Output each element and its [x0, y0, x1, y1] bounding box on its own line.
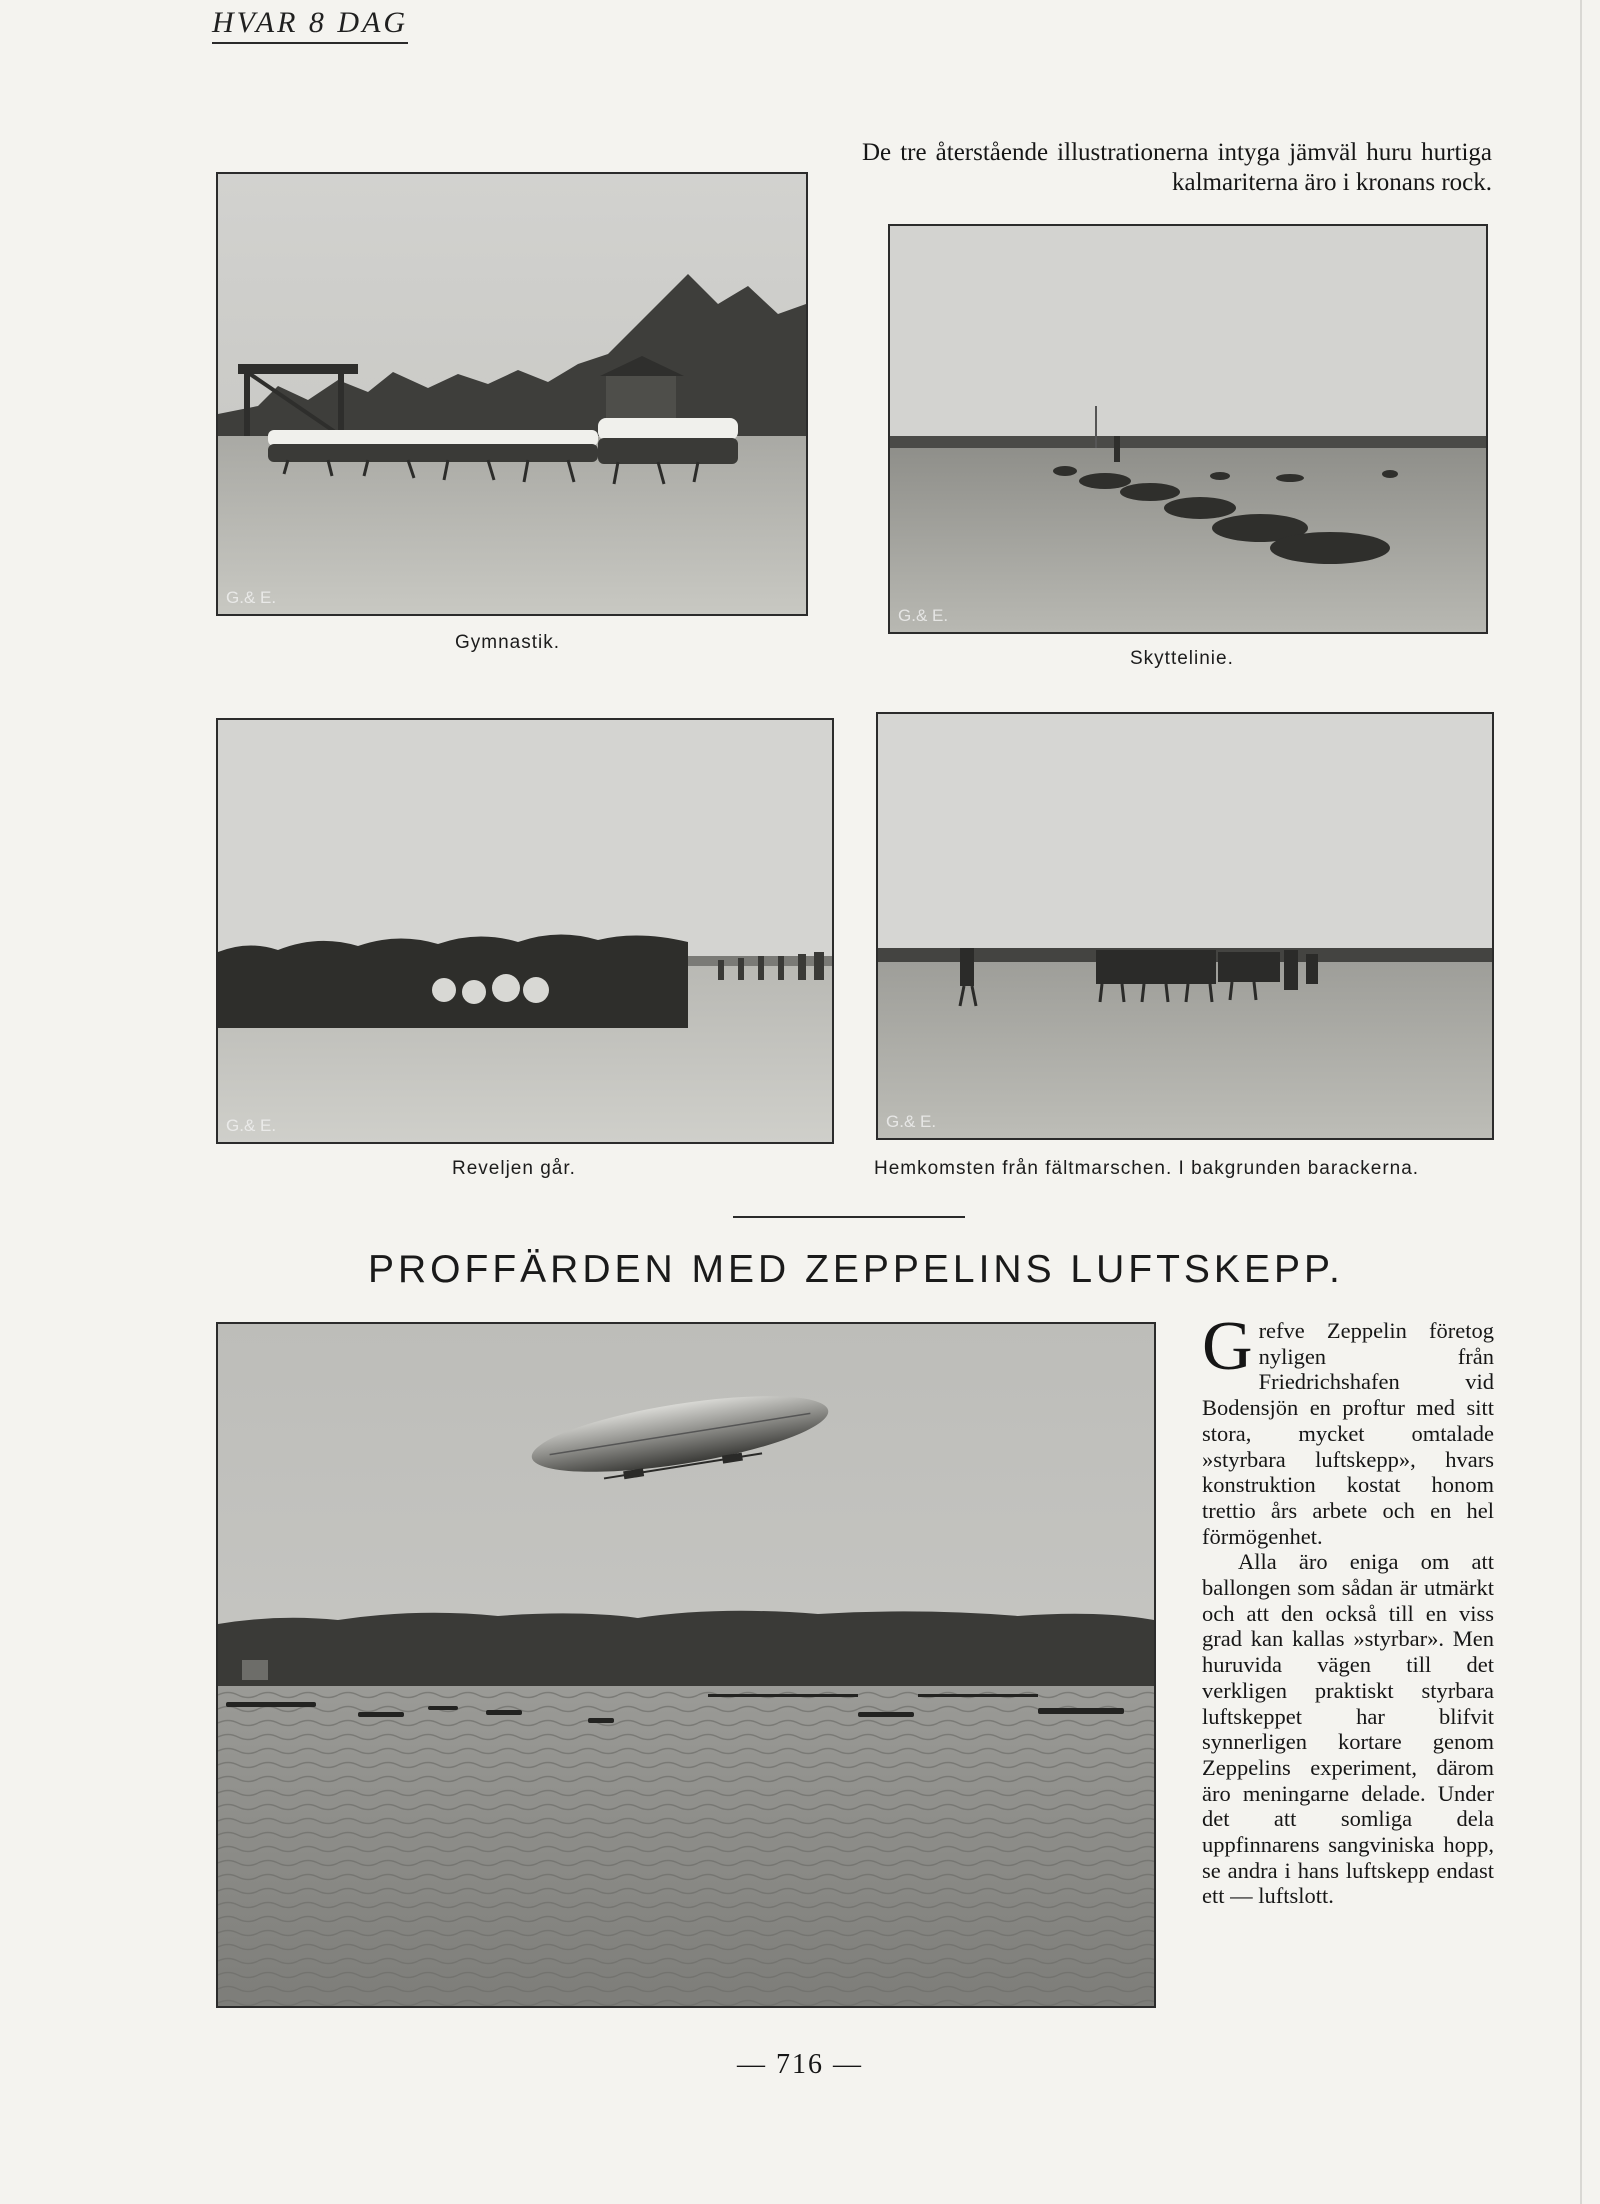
page-number: — 716 — — [737, 2049, 863, 2080]
photo-gymnastik — [216, 172, 808, 616]
intro-text: De tre återstående illustrationerna intyga jämväl huru hurtiga kalmariterna äro i kronans rock. — [862, 139, 1492, 196]
article-headline: PROFFÄRDEN MED ZEPPELINS LUFTSKEPP. — [368, 1248, 1344, 1291]
article-paragraph-1 — [1202, 1308, 1494, 1549]
photo-credit: G.& E. — [898, 606, 949, 625]
photo-credit: G.& E. — [886, 1112, 937, 1131]
photo-skyttelinie — [888, 224, 1488, 634]
caption-skyttelinie: Skyttelinie. — [1130, 648, 1234, 669]
page-edge — [1580, 0, 1582, 2204]
article-body — [1202, 1308, 1494, 1909]
running-head: HVAR 8 DAG — [212, 6, 408, 44]
caption-gymnastik: Gymnastik. — [455, 632, 561, 653]
article-paragraph-1-text: refve Zeppelin företog nyligen från Friedrichshafen vid Bodensjön en proftur med sitt stora, mycket omtalade »styrbara luftskepp», hvars konstruktion kostat honom trettio års arbete och en hel förmögenhet. — [1202, 1318, 1494, 1549]
section-rule — [733, 1216, 965, 1218]
photo-credit: G.& E. — [226, 1116, 277, 1135]
drop-cap: G — [1202, 1308, 1253, 1385]
photo-zeppelin — [216, 1322, 1156, 2008]
caption-hemkomsten: Hemkomsten från fältmarschen. I bakgrunden barackerna. — [874, 1158, 1420, 1179]
photo-hemkomsten — [876, 712, 1494, 1140]
photo-reveljen — [216, 718, 834, 1144]
article-paragraph-2: Alla äro eniga om att ballongen som sådan är utmärkt och att den också till en viss grad kan kallas »styrbar». Men huruvida vägen till det verkligen praktiskt styrbara luftskeppet har blifvit synnerligen kortare genom Zeppelins experiment, därom äro meningarne delade. Under det att somliga dela uppfinnarens sangviniska hopp, se andra i hans luftskepp endast ett — luftslott. — [1202, 1549, 1494, 1909]
caption-reveljen: Reveljen går. — [452, 1158, 576, 1179]
photo-credit: G.& E. — [226, 588, 277, 607]
